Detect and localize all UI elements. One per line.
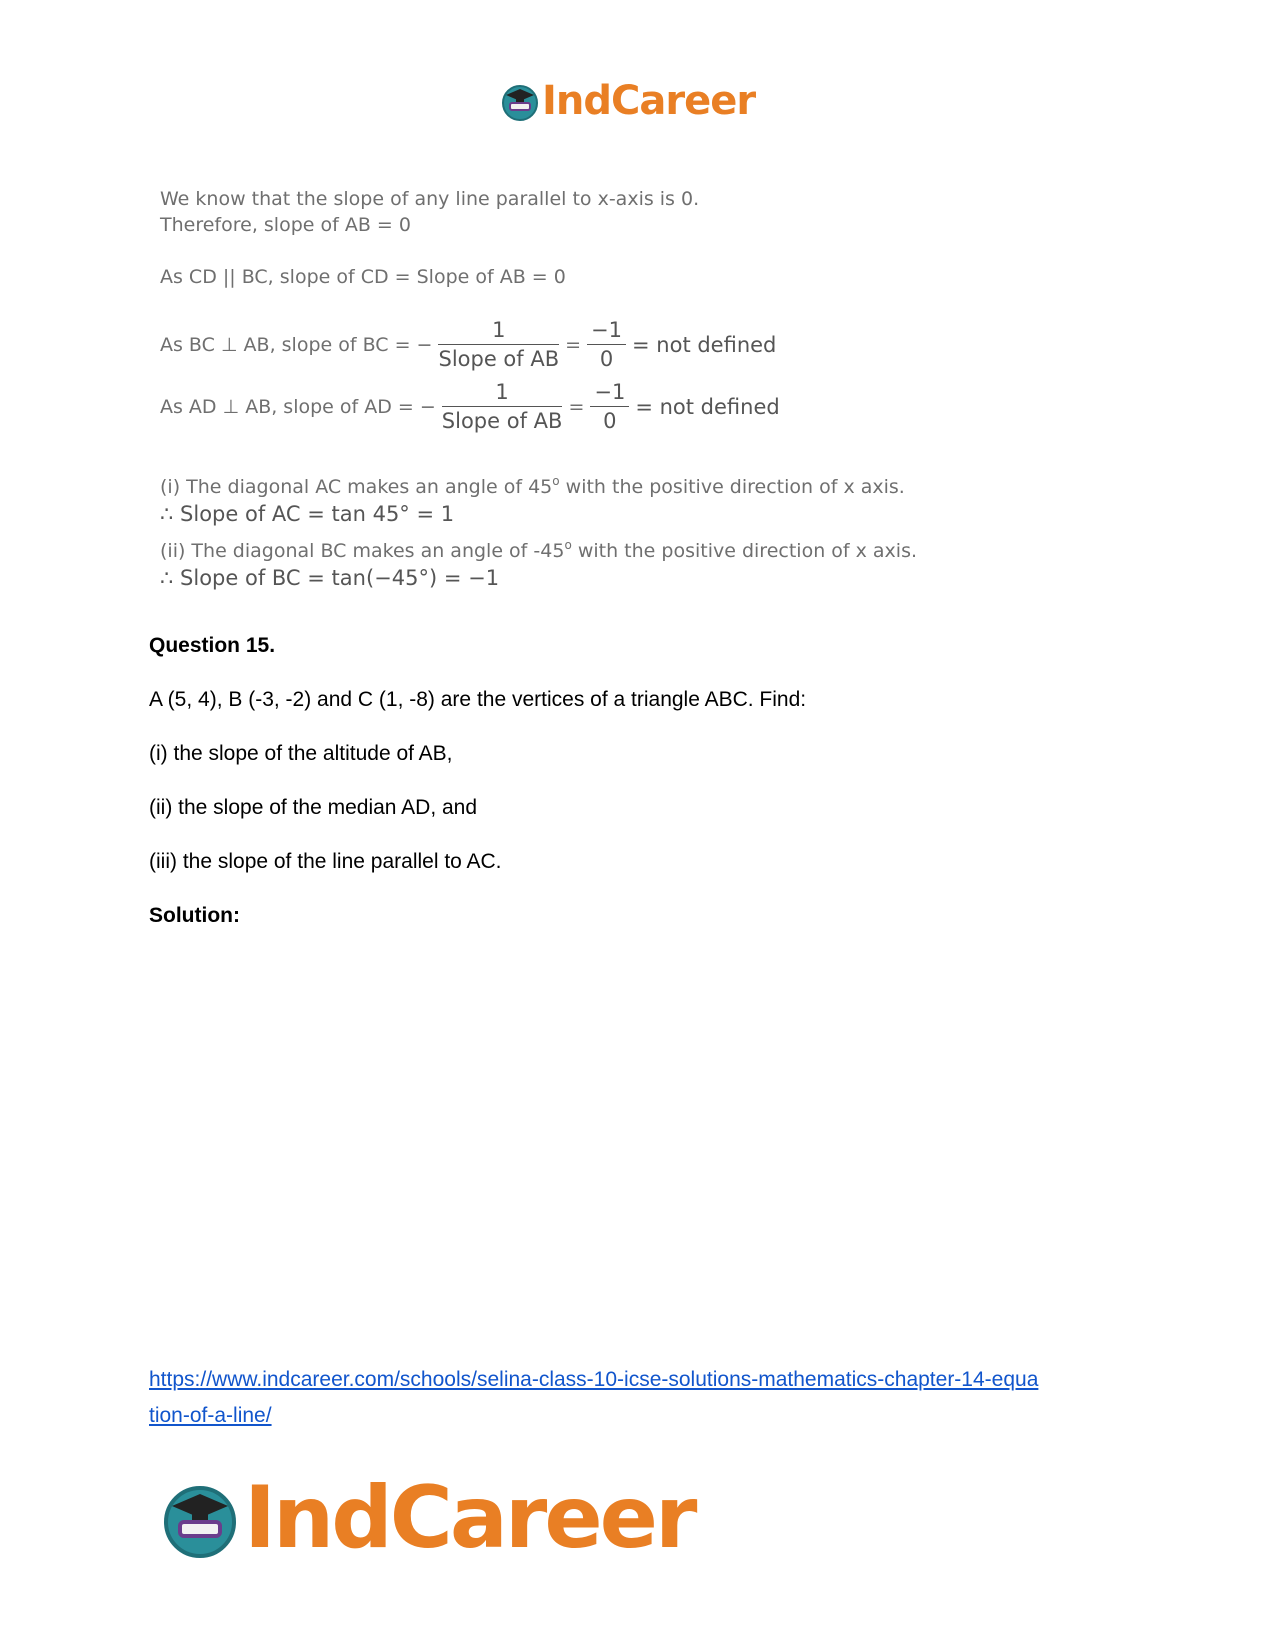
superscript: o [552,474,560,488]
question-part: (i) the slope of the altitude of AB, [149,742,453,765]
denominator: Slope of AB [438,347,560,371]
solution-line: We know that the slope of any line parallel to x-axis is 0. [160,188,700,210]
denominator: 0 [603,409,617,433]
question-part: (iii) the slope of the line parallel to AC. [149,850,502,873]
fraction [438,318,559,371]
link-line: https://www.indcareer.com/schools/selina-class-10-icse-solutions-mathematics-chapter-14-equa [149,1368,1039,1391]
fraction [442,380,563,433]
question-part: (ii) the slope of the median AD, and [149,796,478,819]
slope-bc-equation [160,318,776,371]
fraction [590,380,629,433]
numerator: 1 [442,380,563,407]
equation-prefix: As AD ⊥ AB, slope of AD = − [160,395,436,418]
numerator: −1 [587,318,626,345]
question-statement: A (5, 4), B (-3, -2) and C (1, -8) are the vertices of a triangle ABC. Find: [149,688,807,711]
text: (i) The diagonal AC makes an angle of 45 [160,476,553,498]
superscript: o [564,538,572,552]
text: with the positive direction of x axis. [571,540,918,562]
question-title: Question 15. [149,634,276,657]
text: (ii) The diagonal BC makes an angle of -45 [160,540,565,562]
numerator: −1 [590,380,629,407]
equals-sign: = [568,395,585,418]
header-logo [500,78,755,124]
fraction [587,318,626,371]
footer-logo [160,1468,694,1568]
equation-prefix: As BC ⊥ AB, slope of BC = − [160,333,433,356]
logo-wordmark: IndCareer [244,1468,695,1568]
logo-wordmark: IndCareer [542,78,756,124]
numerator: 1 [438,318,559,345]
source-link[interactable] [149,1362,1129,1434]
denominator: 0 [599,347,614,371]
solution-result: ∴ Slope of BC = tan(−45°) = −1 [160,566,500,590]
equation-suffix: = not defined [632,332,777,357]
solution-line: As CD || BC, slope of CD = Slope of AB = 0 [160,266,566,288]
slope-ad-equation [160,380,780,433]
link-line: tion-of-a-line/ [149,1404,272,1427]
solution-line: Therefore, slope of AB = 0 [160,214,411,236]
graduation-cap-book-icon [160,1478,240,1558]
solution-line [160,540,917,562]
solution-result: ∴ Slope of AC = tan 45° = 1 [160,502,455,526]
text: with the positive direction of x axis. [559,476,905,498]
denominator: Slope of AB [441,409,563,433]
equation-suffix: = not defined [635,394,780,419]
solution-label: Solution: [149,904,240,927]
solution-line [160,476,905,498]
equals-sign: = [565,333,582,356]
graduation-cap-book-icon [500,81,540,121]
